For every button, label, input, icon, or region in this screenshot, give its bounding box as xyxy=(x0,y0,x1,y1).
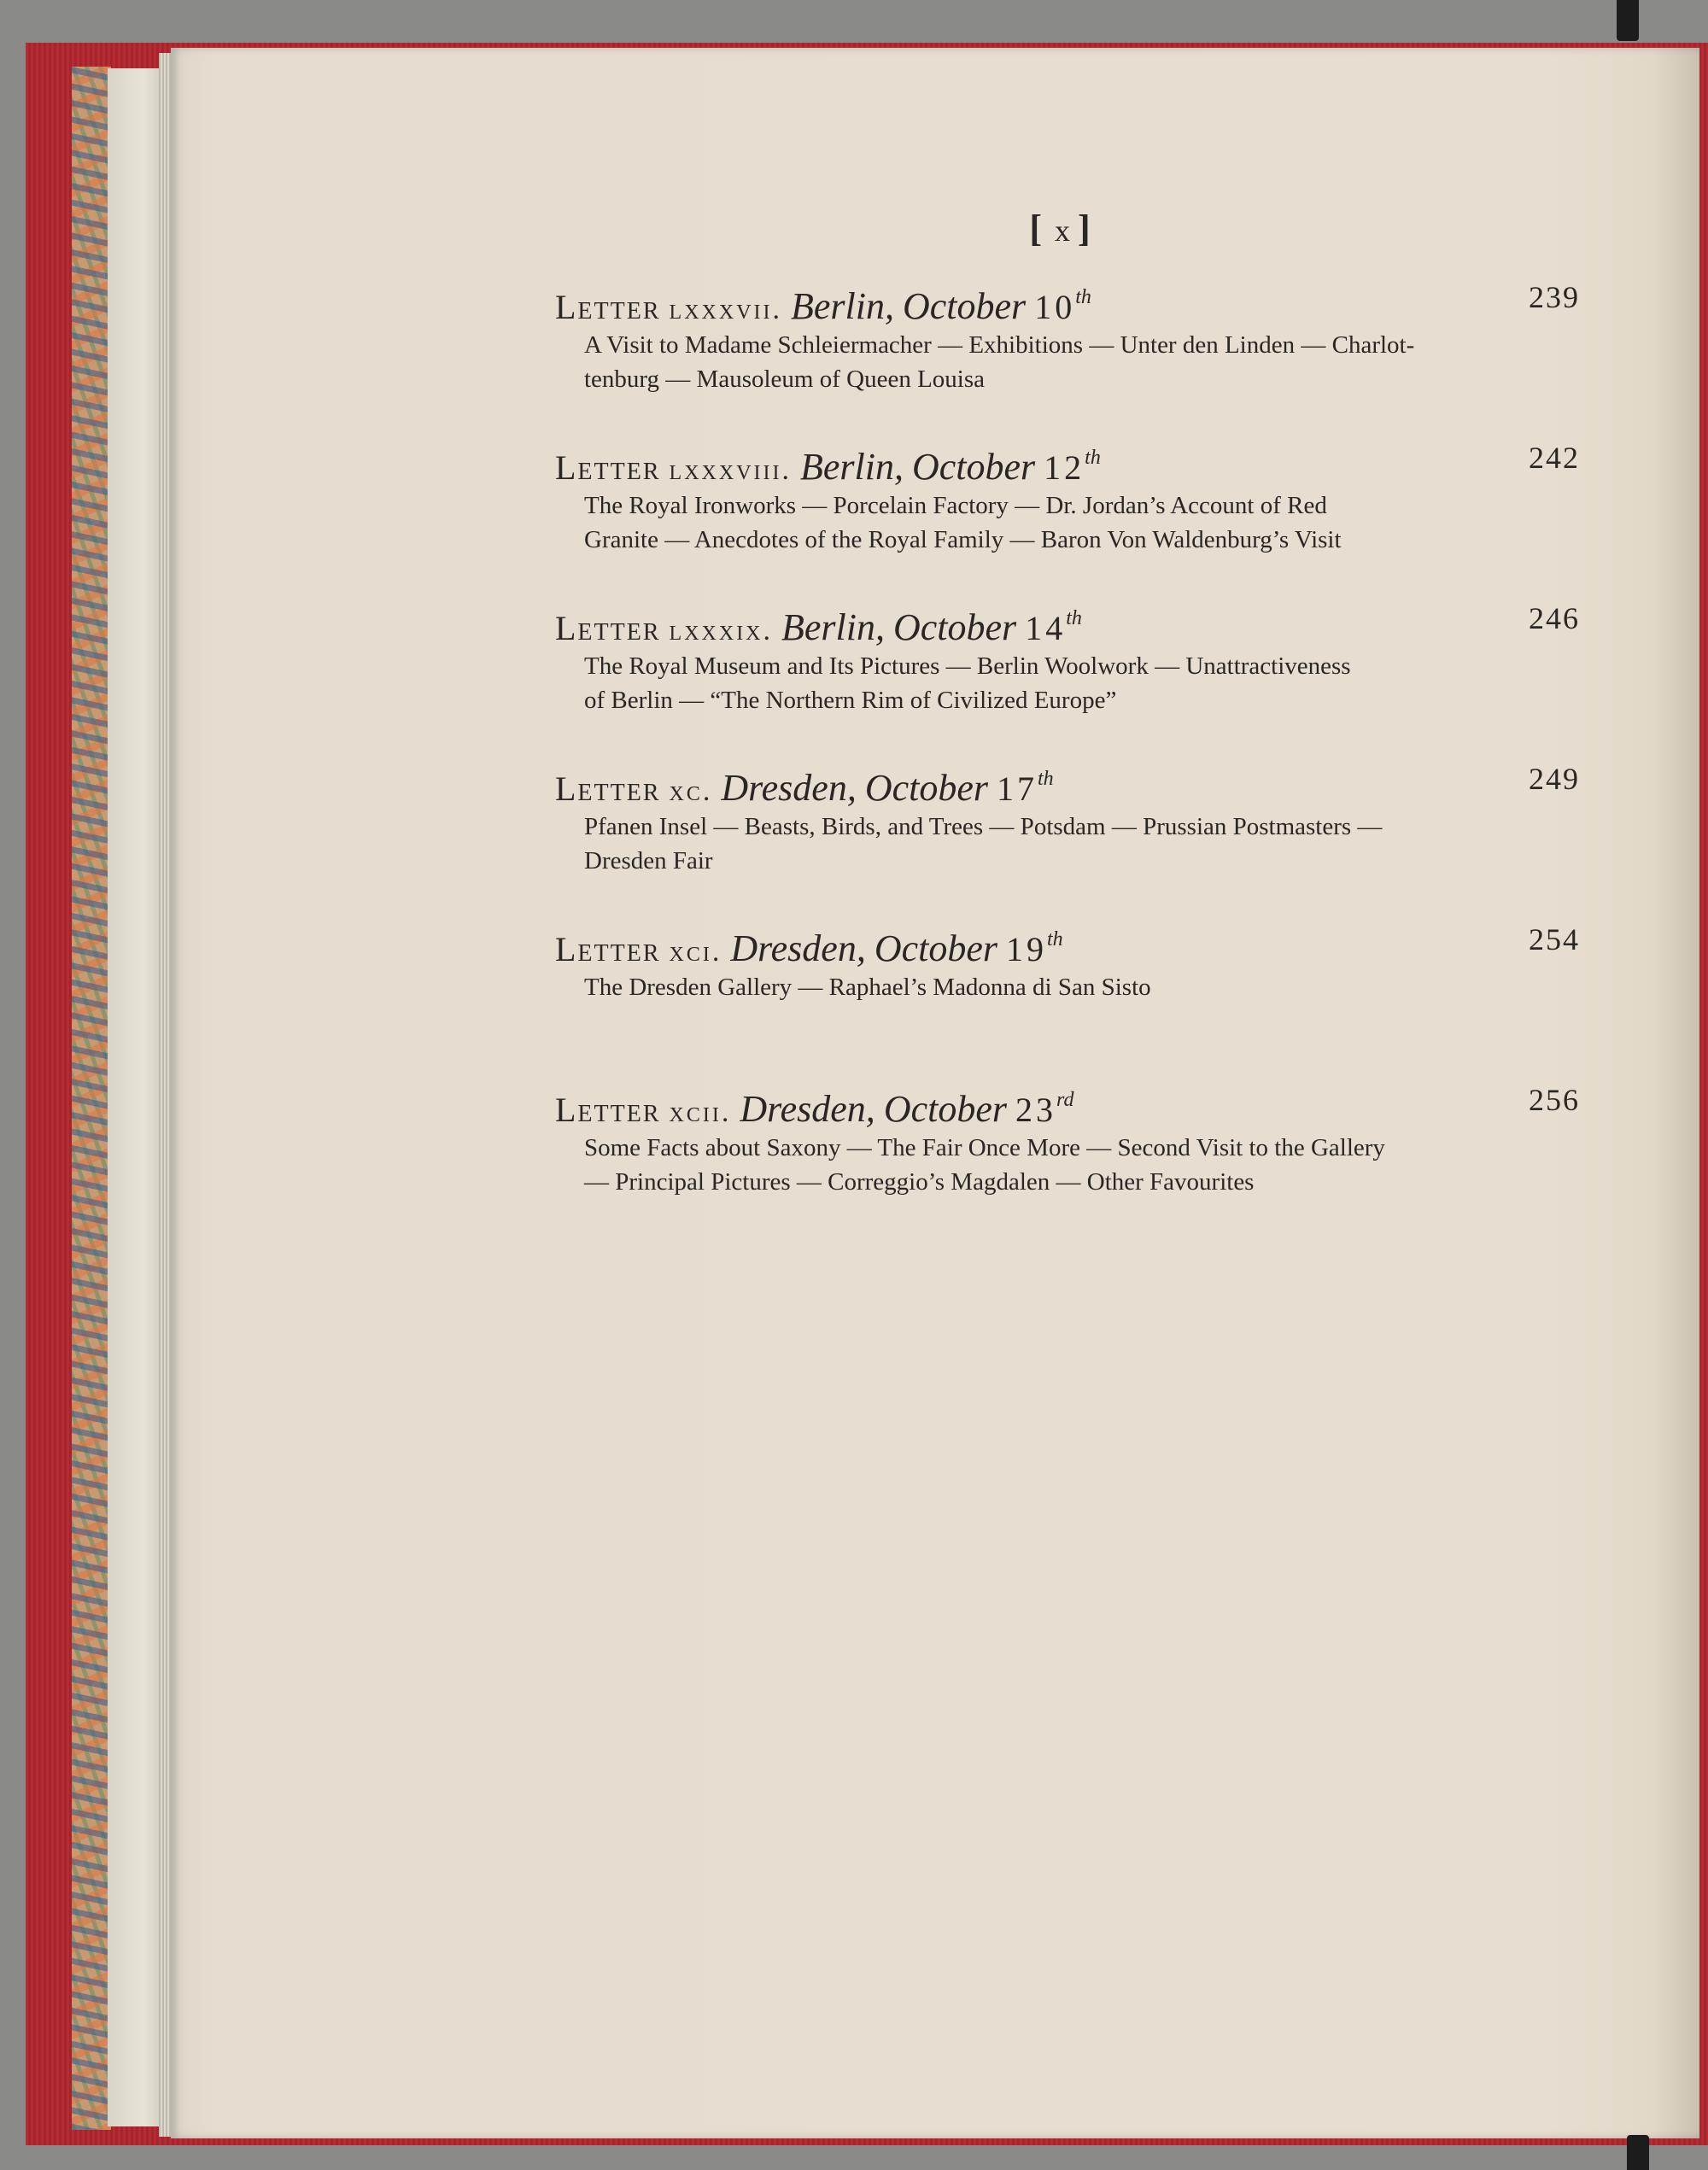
day-suffix: th xyxy=(1075,286,1091,308)
page-folio xyxy=(1008,208,1117,249)
description-line: tenburg — Mausoleum of Queen Louisa xyxy=(584,366,986,393)
letter-day: 17 xyxy=(997,769,1038,808)
toc-entry-xci xyxy=(555,914,1580,1074)
description-line: Pfanen Insel — Beasts, Birds, and Trees — Potsdam — Prussian Postmasters — xyxy=(584,813,1383,840)
toc-entry-lxxxix xyxy=(555,593,1580,753)
entry-heading xyxy=(555,1074,1580,1130)
bookmark-ribbon-top xyxy=(1617,0,1639,41)
letter-word: Letter xyxy=(555,448,661,487)
letter-number: xcii. xyxy=(669,1097,732,1128)
description-line: Dresden Fair xyxy=(584,847,713,874)
entry-description xyxy=(584,328,1532,396)
description-line: — Principal Pictures — Correggio’s Magdalen — Other Favourites xyxy=(584,1168,1255,1196)
letter-word: Letter xyxy=(555,609,661,647)
folio-number: x xyxy=(1055,213,1070,248)
page-number: 239 xyxy=(1529,280,1580,314)
toc-entry-xcii xyxy=(555,1074,1580,1235)
day-suffix: th xyxy=(1038,768,1054,790)
letter-number: lxxxvii. xyxy=(669,294,783,325)
letter-place: Berlin, xyxy=(781,606,885,648)
description-line: Some Facts about Saxony — The Fair Once More — Second Visit to the Gallery xyxy=(584,1134,1385,1161)
letter-day: 19 xyxy=(1006,930,1048,968)
letter-word: Letter xyxy=(555,769,661,808)
description-line: A Visit to Madame Schleiermacher — Exhibitions — Unter den Linden — Charlot- xyxy=(584,331,1415,359)
letter-day: 10 xyxy=(1034,288,1076,326)
folio-bracket-close: ] xyxy=(1078,208,1096,249)
day-suffix: th xyxy=(1085,447,1101,469)
entry-heading xyxy=(555,593,1580,648)
letter-place: Dresden, xyxy=(721,767,857,809)
letter-place: Dresden, xyxy=(730,927,866,969)
entry-description xyxy=(584,649,1532,717)
entry-heading xyxy=(555,432,1580,488)
letter-month: October xyxy=(903,285,1027,327)
toc-entry-lxxxvii xyxy=(555,272,1580,432)
table-of-contents xyxy=(555,272,1580,1235)
letter-day: 12 xyxy=(1044,448,1085,487)
page-number: 256 xyxy=(1529,1083,1580,1117)
entry-heading xyxy=(555,272,1580,327)
entry-heading xyxy=(555,753,1580,809)
letter-word: Letter xyxy=(555,1091,661,1129)
letter-day: 14 xyxy=(1025,609,1067,647)
letter-number: lxxxviii. xyxy=(669,454,792,486)
letter-place: Berlin, xyxy=(800,446,904,488)
entry-description xyxy=(584,488,1532,557)
day-suffix: rd xyxy=(1056,1089,1074,1111)
letter-number: lxxxix. xyxy=(669,615,774,646)
letter-month: October xyxy=(883,1088,1007,1130)
description-line: The Dresden Gallery — Raphael’s Madonna di San Sisto xyxy=(584,974,1151,1001)
day-suffix: th xyxy=(1066,607,1082,629)
page-number: 242 xyxy=(1529,441,1580,475)
letter-word: Letter xyxy=(555,288,661,326)
entry-description xyxy=(584,970,1532,1004)
entry-description xyxy=(584,810,1532,878)
letter-word: Letter xyxy=(555,930,661,968)
page-number: 246 xyxy=(1529,601,1580,635)
description-line: The Royal Ironworks — Porcelain Factory — Dr. Jordan’s Account of Red xyxy=(584,492,1327,519)
page-number: 249 xyxy=(1529,762,1580,796)
letter-day: 23 xyxy=(1015,1091,1056,1129)
description-line: The Royal Museum and Its Pictures — Berlin Woolwork — Unattractiveness xyxy=(584,652,1351,680)
letter-number: xc. xyxy=(669,775,713,807)
toc-entry-xc xyxy=(555,753,1580,914)
bookmark-ribbon-bottom xyxy=(1627,2135,1649,2170)
letter-month: October xyxy=(911,446,1036,488)
letter-place: Dresden, xyxy=(740,1088,875,1130)
description-line: Granite — Anecdotes of the Royal Family — Baron Von Waldenburg’s Visit xyxy=(584,526,1342,553)
letter-month: October xyxy=(864,767,989,809)
folio-bracket-open: [ xyxy=(1029,208,1047,249)
entry-heading xyxy=(555,914,1580,969)
marbled-endpaper xyxy=(72,67,111,2130)
letter-number: xci. xyxy=(669,936,722,968)
toc-entry-lxxxviii xyxy=(555,432,1580,593)
day-suffix: th xyxy=(1047,928,1063,950)
letter-place: Berlin, xyxy=(791,285,894,327)
page-number: 254 xyxy=(1529,922,1580,956)
entry-description xyxy=(584,1131,1532,1199)
letter-month: October xyxy=(874,927,998,969)
description-line: of Berlin — “The Northern Rim of Civilized Europe” xyxy=(584,687,1117,714)
letter-month: October xyxy=(893,606,1017,648)
